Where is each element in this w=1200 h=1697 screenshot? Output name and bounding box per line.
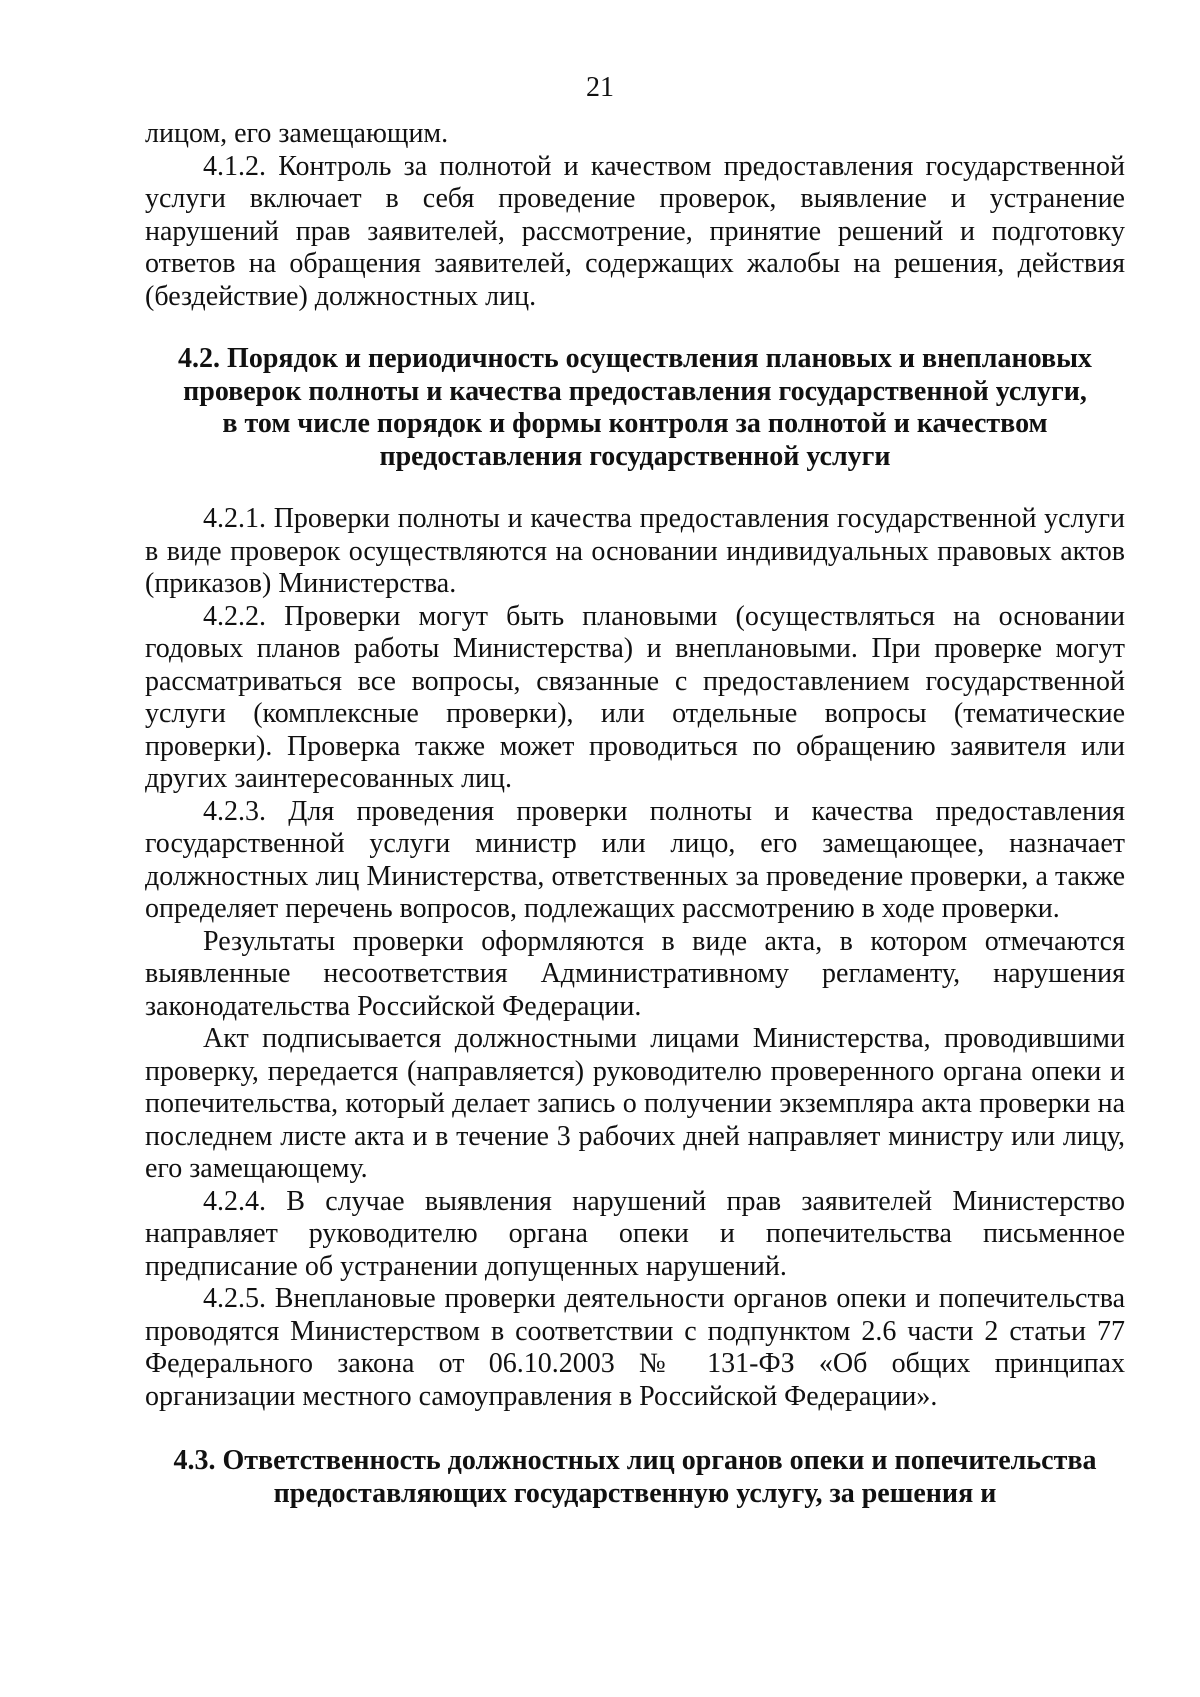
paragraph-4-2-5: 4.2.5. Внеплановые проверки деятельности органов опеки и попечительства проводятся Министерством в соответствии с подпунктом 2.6 части 2 статьи 77 Федерального закона от 06.10.2003 № 131-ФЗ «Об общих принципах организации местного самоуправления в Российской Федерации».: [145, 1283, 1125, 1412]
section-heading-4-3: 4.3. Ответственность должностных лиц органов опеки и попечительства предоставляющих государственную услугу, за решения и: [173, 1445, 1097, 1509]
page-number: 21: [586, 72, 614, 103]
document-body: [145, 118, 1125, 1510]
paragraph-4-1-2: 4.1.2. Контроль за полнотой и качеством предоставления государственной услуги включает в себя проведение проверок, выявление и устранение нарушений прав заявителей, рассмотрение, принятие решений и подготовку ответов на обращения заявителей, содержащих жалобы на решения, действия (бездействие) должностных лиц.: [145, 150, 1125, 312]
paragraph-4-2-4: 4.2.4. В случае выявления нарушений прав заявителей Министерство направляет руководителю органа опеки и попечительства письменное предписание об устранении допущенных нарушений.: [145, 1185, 1125, 1282]
paragraph-continuation: лицом, его замещающим.: [145, 118, 449, 149]
paragraph-act: Акт подписывается должностными лицами Министерства, проводившими проверку, передается (направляется) руководителю проверенного органа опеки и попечительства, который делает запись о получении экземпляра акта проверки на последнем листе акта и в течение 3 рабочих дней направляет министру или лицу, его замещающему.: [145, 1023, 1125, 1184]
section-heading-4-2: 4.2. Порядок и периодичность осуществления плановых и внеплановых проверок полноты и качества предоставления государственной услуги, в том числе порядок и формы контроля за полнотой и качеством предоставления государственной услуги: [178, 343, 1092, 472]
paragraph-results: Результаты проверки оформляются в виде акта, в котором отмечаются выявленные несоответствия Административному регламенту, нарушения законодательства Российской Федерации.: [145, 925, 1125, 1022]
paragraph-4-2-3: 4.2.3. Для проведения проверки полноты и качества предоставления государственной услуги министр или лицо, его замещающее, назначает должностных лиц Министерства, ответственных за проведение проверки, а также определяет перечень вопросов, подлежащих рассмотрению в ходе проверки.: [145, 795, 1125, 924]
paragraph-4-2-1: 4.2.1. Проверки полноты и качества предоставления государственной услуги в виде проверок осуществляются на основании индивидуальных правовых актов (приказов) Министерства.: [145, 503, 1125, 599]
paragraph-4-2-2: 4.2.2. Проверки могут быть плановыми (осуществляться на основании годовых планов работы Министерства) и внеплановыми. При проверке могут рассматриваться все вопросы, связанные с предоставлением государственной услуги (комплексные проверки), или отдельные вопросы (тематические проверки). Проверка также может проводиться по обращению заявителя или других заинтересованных лиц.: [145, 600, 1125, 794]
